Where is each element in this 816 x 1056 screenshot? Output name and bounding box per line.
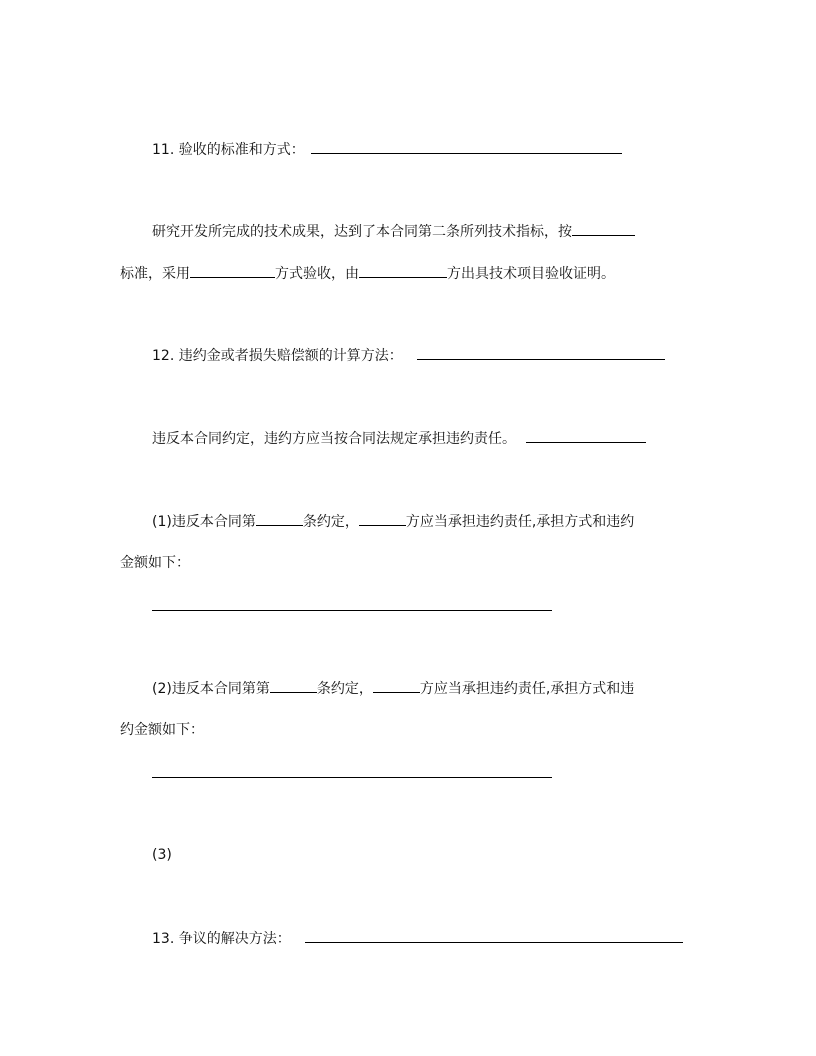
section-11-text-b: 方式验收，由: [275, 266, 359, 282]
section-12-label: 12. 违约金或者损失赔偿额的计算方法：: [152, 348, 403, 364]
certifying-party-blank: [359, 263, 447, 278]
standard-name-blank: [572, 221, 635, 236]
section-13-label: 13. 争议的解决方法：: [152, 931, 291, 947]
liability-blank: [526, 428, 646, 443]
section-11-text-a: 标准，采用: [120, 266, 190, 282]
item-2-clause-blank: [270, 678, 317, 693]
section-12-item-3: [152, 845, 172, 865]
item-2-text-line2: 约金额如下：: [120, 722, 204, 738]
item-2-party-blank: [373, 678, 420, 693]
item-1-text-line2: 金额如下：: [120, 555, 190, 571]
item-1-text-a: (1)违反本合同第: [152, 514, 256, 530]
section-11-para-line2: [120, 263, 615, 283]
section-13-heading: [152, 928, 683, 948]
penalty-calculation-blank: [417, 345, 665, 360]
item-1-amount-line: [152, 610, 552, 611]
section-12-item-2-line2: [120, 720, 204, 740]
item-2-text-b: 条约定，: [316, 681, 373, 697]
section-12-main-para: [152, 428, 646, 448]
section-12-item-2: [152, 678, 634, 698]
item-2-amount-line: [152, 777, 552, 778]
section-12-item-1-line2: [120, 553, 190, 573]
section-11-text-c: 方出具技术项目验收证明。: [447, 266, 615, 282]
section-12-item-1: [152, 511, 634, 531]
item-1-text-c: 方应当承担违约责任,承担方式和违约: [405, 514, 635, 530]
section-11-label: 11. 验收的标准和方式：: [152, 142, 305, 158]
section-11-para-line1: [152, 221, 635, 241]
dispute-resolution-blank: [305, 928, 683, 943]
item-1-clause-blank: [256, 511, 303, 526]
item-3-text: (3): [152, 847, 172, 863]
acceptance-method-blank: [311, 139, 622, 154]
section-11-heading: [152, 139, 622, 159]
acceptance-way-blank: [190, 263, 275, 278]
item-1-text-b: 条约定，: [302, 514, 359, 530]
item-2-text-c: 方应当承担违约责任,承担方式和违: [419, 681, 635, 697]
section-12-heading: [152, 345, 665, 365]
section-11-para-text: 研究开发所完成的技术成果，达到了本合同第二条所列技术指标，按: [152, 224, 572, 240]
item-1-party-blank: [359, 511, 406, 526]
item-2-text-a: (2)违反本合同第第: [152, 681, 270, 697]
section-12-main-text: 违反本合同约定，违约方应当按合同法规定承担违约责任。: [152, 431, 516, 447]
